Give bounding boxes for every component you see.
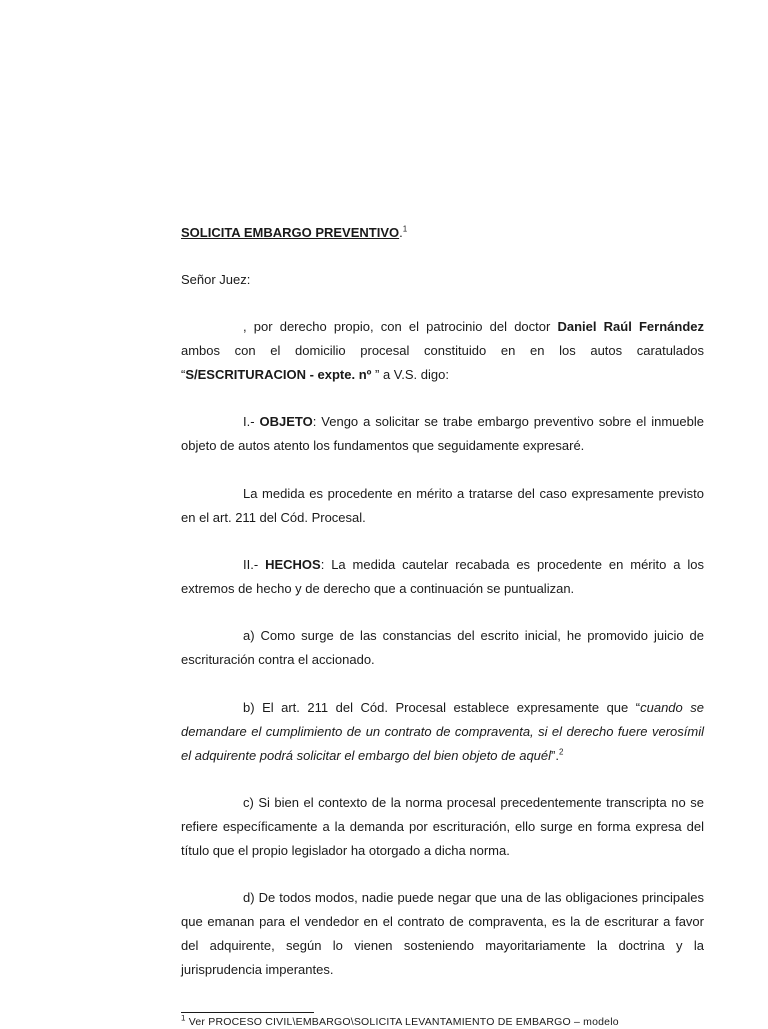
point-b-end: ”. <box>551 748 559 763</box>
objeto-prefix: I.- <box>243 414 260 429</box>
footnote-ref-2: 2 <box>558 747 564 757</box>
footnote-1 <box>181 1015 704 1029</box>
objeto-text: : Vengo a solicitar se trabe embargo preventivo sobre el inmueble objeto de autos atento los fundamentos que seguidamente expresaré. <box>181 414 704 453</box>
point-b <box>181 696 704 768</box>
section-hechos <box>181 553 704 601</box>
objeto-label: OBJETO <box>259 414 313 429</box>
point-a: a) Como surge de las constancias del escrito inicial, he promovido juicio de escrituración contra el accionado. <box>181 628 704 667</box>
intro-text-1: , por derecho propio, con el patrocinio del doctor <box>243 319 558 334</box>
intro-text-3: ” a V.S. digo: <box>375 367 449 382</box>
point-d: d) De todos modos, nadie puede negar que una de las obligaciones principales que emanan para el vendedor en el contrato de compraventa, es la de escriturar a favor del adquirente, según lo vienen sosteniendo mayoritariamente la doctrina y la jurisprudencia imperantes. <box>181 890 704 977</box>
footnote-separator <box>181 1012 314 1013</box>
document-title: SOLICITA EMBARGO PREVENTIVO <box>181 225 400 240</box>
hechos-label: HECHOS <box>265 557 321 572</box>
intro-paragraph <box>181 315 704 387</box>
point-b-text: b) El art. 211 del Cód. Procesal establece expresamente que “ <box>243 700 641 715</box>
hechos-prefix: II.- <box>243 557 266 572</box>
footnote-1-text: Ver PROCESO CIVIL\EMBARGO\SOLICITA LEVANTAMIENTO DE EMBARGO – modelo <box>185 1016 619 1028</box>
point-b-quote: cuando se demandare el cumplimiento de un contrato de compraventa, si el derecho fuere verosímil el adquirente podrá solicitar el embargo del bien objeto de aquél <box>181 700 704 763</box>
salutation: Señor Juez: <box>181 272 251 287</box>
footnote-1-number: 1 <box>181 1015 186 1023</box>
section-objeto <box>181 410 704 458</box>
title-period: . <box>399 225 403 240</box>
case-caption: S/ESCRITURACION - expte. nº <box>185 367 375 382</box>
lawyer-name: Daniel Raúl Fernández <box>557 319 704 334</box>
paragraph-medida: La medida es procedente en mérito a tratarse del caso expresamente previsto en el art. 211 del Cód. Procesal. <box>181 486 704 525</box>
document-heading <box>181 221 704 245</box>
point-c: c) Si bien el contexto de la norma procesal precedentemente transcripta no se refiere específicamente a la demanda por escrituración, ello surge en forma expresa del título que el propio legislador ha otorgado a dicha norma. <box>181 795 704 858</box>
hechos-text: : La medida cautelar recabada es procedente en mérito a los extremos de hecho y de derecho que a continuación se puntualizan. <box>181 557 704 596</box>
intro-text-2: ambos con el domicilio procesal constituido en en los autos caratulados “ <box>181 343 704 382</box>
footnote-ref-1: 1 <box>402 224 408 234</box>
